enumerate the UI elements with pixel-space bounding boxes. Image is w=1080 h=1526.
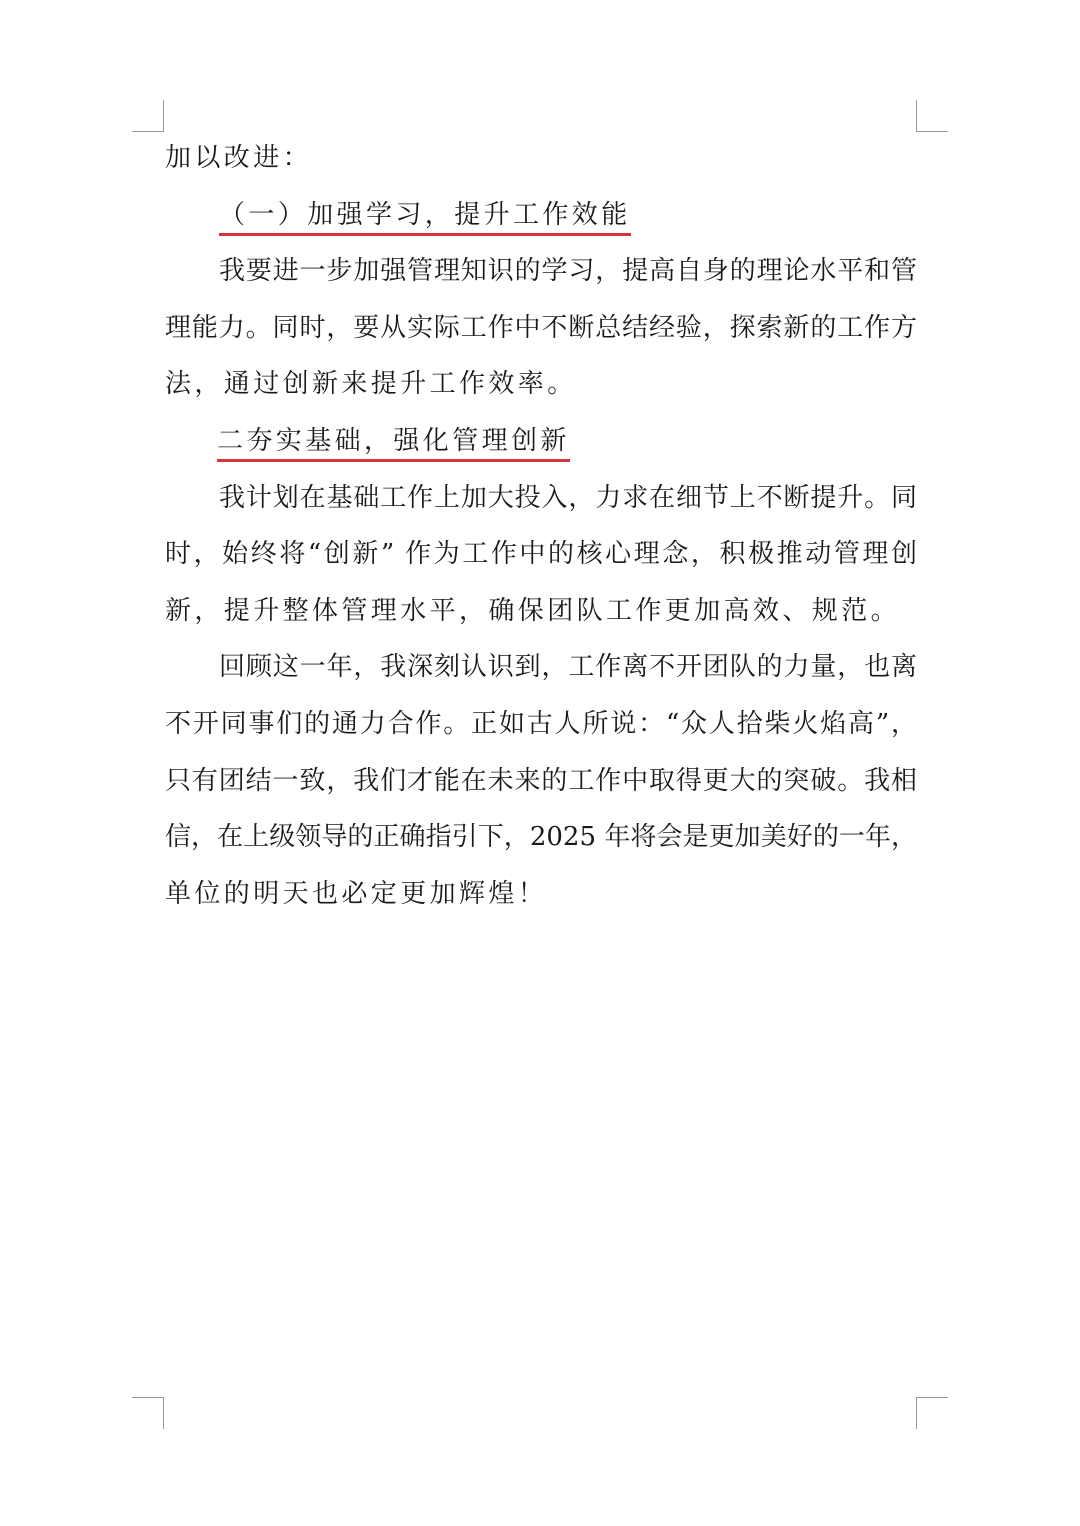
margin-mark-top-left-vertical	[163, 100, 164, 132]
margin-mark-bottom-left-horizontal	[132, 1397, 164, 1398]
paragraph-line: 我计划在基础工作上加大投入，力求在细节上不断提升。同	[219, 482, 917, 513]
margin-mark-top-left-horizontal	[132, 131, 164, 132]
paragraph-line: 加以改进：	[165, 143, 313, 173]
paragraph-line: 法，通过创新来提升工作效率。	[165, 369, 577, 400]
section-heading-2-text: 二夯实基础，强化管理创新	[217, 424, 570, 462]
margin-mark-bottom-left-vertical	[163, 1397, 164, 1429]
paragraph-line: 单位的明天也必定更加辉煌！	[165, 878, 548, 909]
paragraph-line: 时，始终将“创新” 作为工作中的核心理念，积极推动管理创	[165, 539, 917, 570]
section-heading-2	[165, 413, 917, 470]
section-heading-1	[165, 187, 917, 244]
margin-mark-top-right-horizontal	[916, 131, 948, 132]
margin-mark-top-right-vertical	[916, 100, 917, 132]
paragraph-line: 理能力。同时，要从实际工作中不断总结经验，探索新的工作方	[165, 312, 917, 343]
paragraph-line: 信，在上级领导的正确指引下，2025 年将会是更加美好的一年，	[165, 822, 917, 853]
paragraph-line: 不开同事们的通力合作。正如古人所说：“众人拾柴火焰高”，	[165, 708, 917, 739]
margin-mark-bottom-right-vertical	[916, 1397, 917, 1429]
paragraph-line: 回顾这一年，我深刻认识到，工作离不开团队的力量，也离	[219, 652, 917, 683]
margin-mark-bottom-right-horizontal	[916, 1397, 948, 1398]
paragraph-line: 我要进一步加强管理知识的学习，提高自身的理论水平和管	[219, 256, 917, 287]
document-body	[165, 130, 917, 922]
section-heading-1-text: （一）加强学习，提升工作效能	[219, 198, 631, 236]
paragraph-line: 只有团结一致，我们才能在未来的工作中取得更大的突破。我相	[165, 765, 917, 796]
paragraph-line: 新，提升整体管理水平，确保团队工作更加高效、规范。	[165, 595, 901, 626]
